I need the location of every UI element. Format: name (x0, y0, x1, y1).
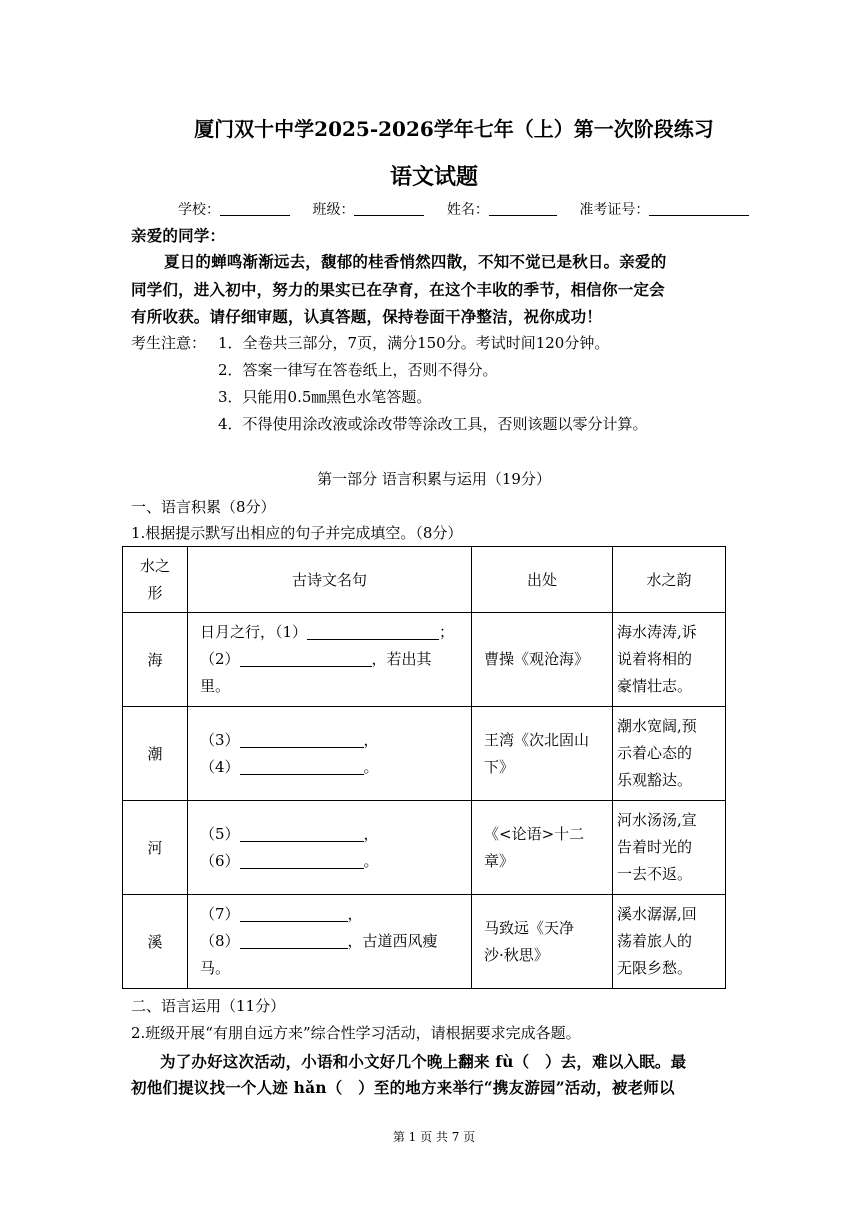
notice-item: 3．只能用0.5㎜黑色水笔答题。 (218, 388, 432, 406)
greeting-line: 有所收获。请仔细审题，认真答题，保持卷面干净整洁，祝你成功！ (131, 307, 603, 326)
row-poem: （3） ， （4） 。 (188, 707, 472, 801)
answer-blank[interactable] (240, 758, 364, 775)
question-2: 2.班级开展“有朋自远方来”综合性学习活动，请根据要求完成各题。 (131, 1024, 581, 1042)
greeting-line: 夏日的蝉鸣渐渐远去，馥郁的桂香悄然四散，不知不觉已是秋日。亲爱的 (164, 252, 667, 271)
answer-blank[interactable] (307, 623, 439, 640)
name-blank (489, 201, 557, 216)
notice-item: 4．不得使用涂改液或涂改带等涂改工具，否则该题以零分计算。 (218, 415, 648, 433)
poem-table (122, 546, 726, 989)
row-form: 潮 (123, 707, 188, 801)
header-source: 出处 (472, 547, 613, 613)
row-poem: （7） ， （8） ，古道西风瘦马。 (188, 895, 472, 989)
table-header-row (123, 547, 726, 613)
greeting-line: 同学们，进入初中，努力的果实已在孕育，在这个丰收的季节，相信你一定会 (131, 280, 665, 299)
row-source: 《<论语>十二 章》 (472, 801, 613, 895)
name-label: 姓名： (446, 202, 489, 218)
answer-blank[interactable] (240, 825, 364, 842)
row-rhyme: 潮水宽阔,预 示着心态的 乐观豁达。 (613, 707, 726, 801)
row-form: 溪 (123, 895, 188, 989)
page-footer: 第 1 页 共 7 页 (392, 1130, 476, 1144)
row-source: 马致远《天净 沙·秋思》 (472, 895, 613, 989)
row-form: 河 (123, 801, 188, 895)
table-row (123, 801, 726, 895)
table-row (123, 707, 726, 801)
answer-blank[interactable] (240, 932, 348, 949)
row-rhyme: 溪水潺潺,回 荡着旅人的 无限乡愁。 (613, 895, 726, 989)
question-1: 1.根据提示默写出相应的句子并完成填空。（8分） (131, 524, 463, 542)
row-poem: （5） ， （6） 。 (188, 801, 472, 895)
answer-blank[interactable] (240, 852, 364, 869)
class-blank (354, 201, 424, 216)
table-row (123, 613, 726, 707)
row-poem: 日月之行，（1） ； （2） ，若出其里。 (188, 613, 472, 707)
class-label: 班级： (312, 202, 355, 218)
exam-title: 厦门双十中学2025-2026学年七年（上）第一次阶段练习 (194, 117, 714, 141)
school-label: 学校： (178, 202, 220, 218)
exam-number-label: 准考证号： (579, 202, 650, 218)
exam-subtitle: 语文试题 (389, 164, 478, 190)
row-source: 王湾《次北固山 下》 (472, 707, 613, 801)
header-poem: 古诗文名句 (188, 547, 472, 613)
notice-item: 2．答案一律写在答卷纸上，否则不得分。 (218, 361, 498, 379)
row-source: 曹操《观沧海》 (472, 613, 613, 707)
header-rhyme: 水之韵 (613, 547, 726, 613)
row-rhyme: 海水涛涛,诉 说着将相的 豪情壮志。 (613, 613, 726, 707)
student-info (178, 199, 749, 219)
notice-label: 考生注意： (131, 334, 207, 352)
row-rhyme: 河水汤汤,宣 告着时光的 一去不返。 (613, 801, 726, 895)
section-heading: 二、语言运用（11分） (131, 997, 286, 1015)
passage-line: 为了办好这次活动，小语和小文好几个晚上翻来 fù（ ）去，难以入眠。最 (160, 1052, 687, 1071)
part-title: 第一部分 语言积累与运用（19分） (317, 470, 551, 488)
answer-blank[interactable] (240, 731, 364, 748)
passage-line: 初他们提议找一个人迹 hǎn（ ）至的地方来举行“携友游园”活动，被老师以 (131, 1078, 675, 1097)
greeting-salutation: 亲爱的同学： (131, 226, 226, 245)
answer-blank[interactable] (240, 905, 348, 922)
notice-item: 1．全卷共三部分，7页，满分150分。考试时间120分钟。 (218, 334, 610, 352)
section-heading: 一、语言积累（8分） (131, 498, 276, 516)
row-form: 海 (123, 613, 188, 707)
answer-blank[interactable] (240, 650, 372, 667)
school-blank (220, 201, 290, 216)
header-form: 水之 形 (123, 547, 188, 613)
table-row (123, 895, 726, 989)
exam-number-blank (649, 201, 749, 216)
